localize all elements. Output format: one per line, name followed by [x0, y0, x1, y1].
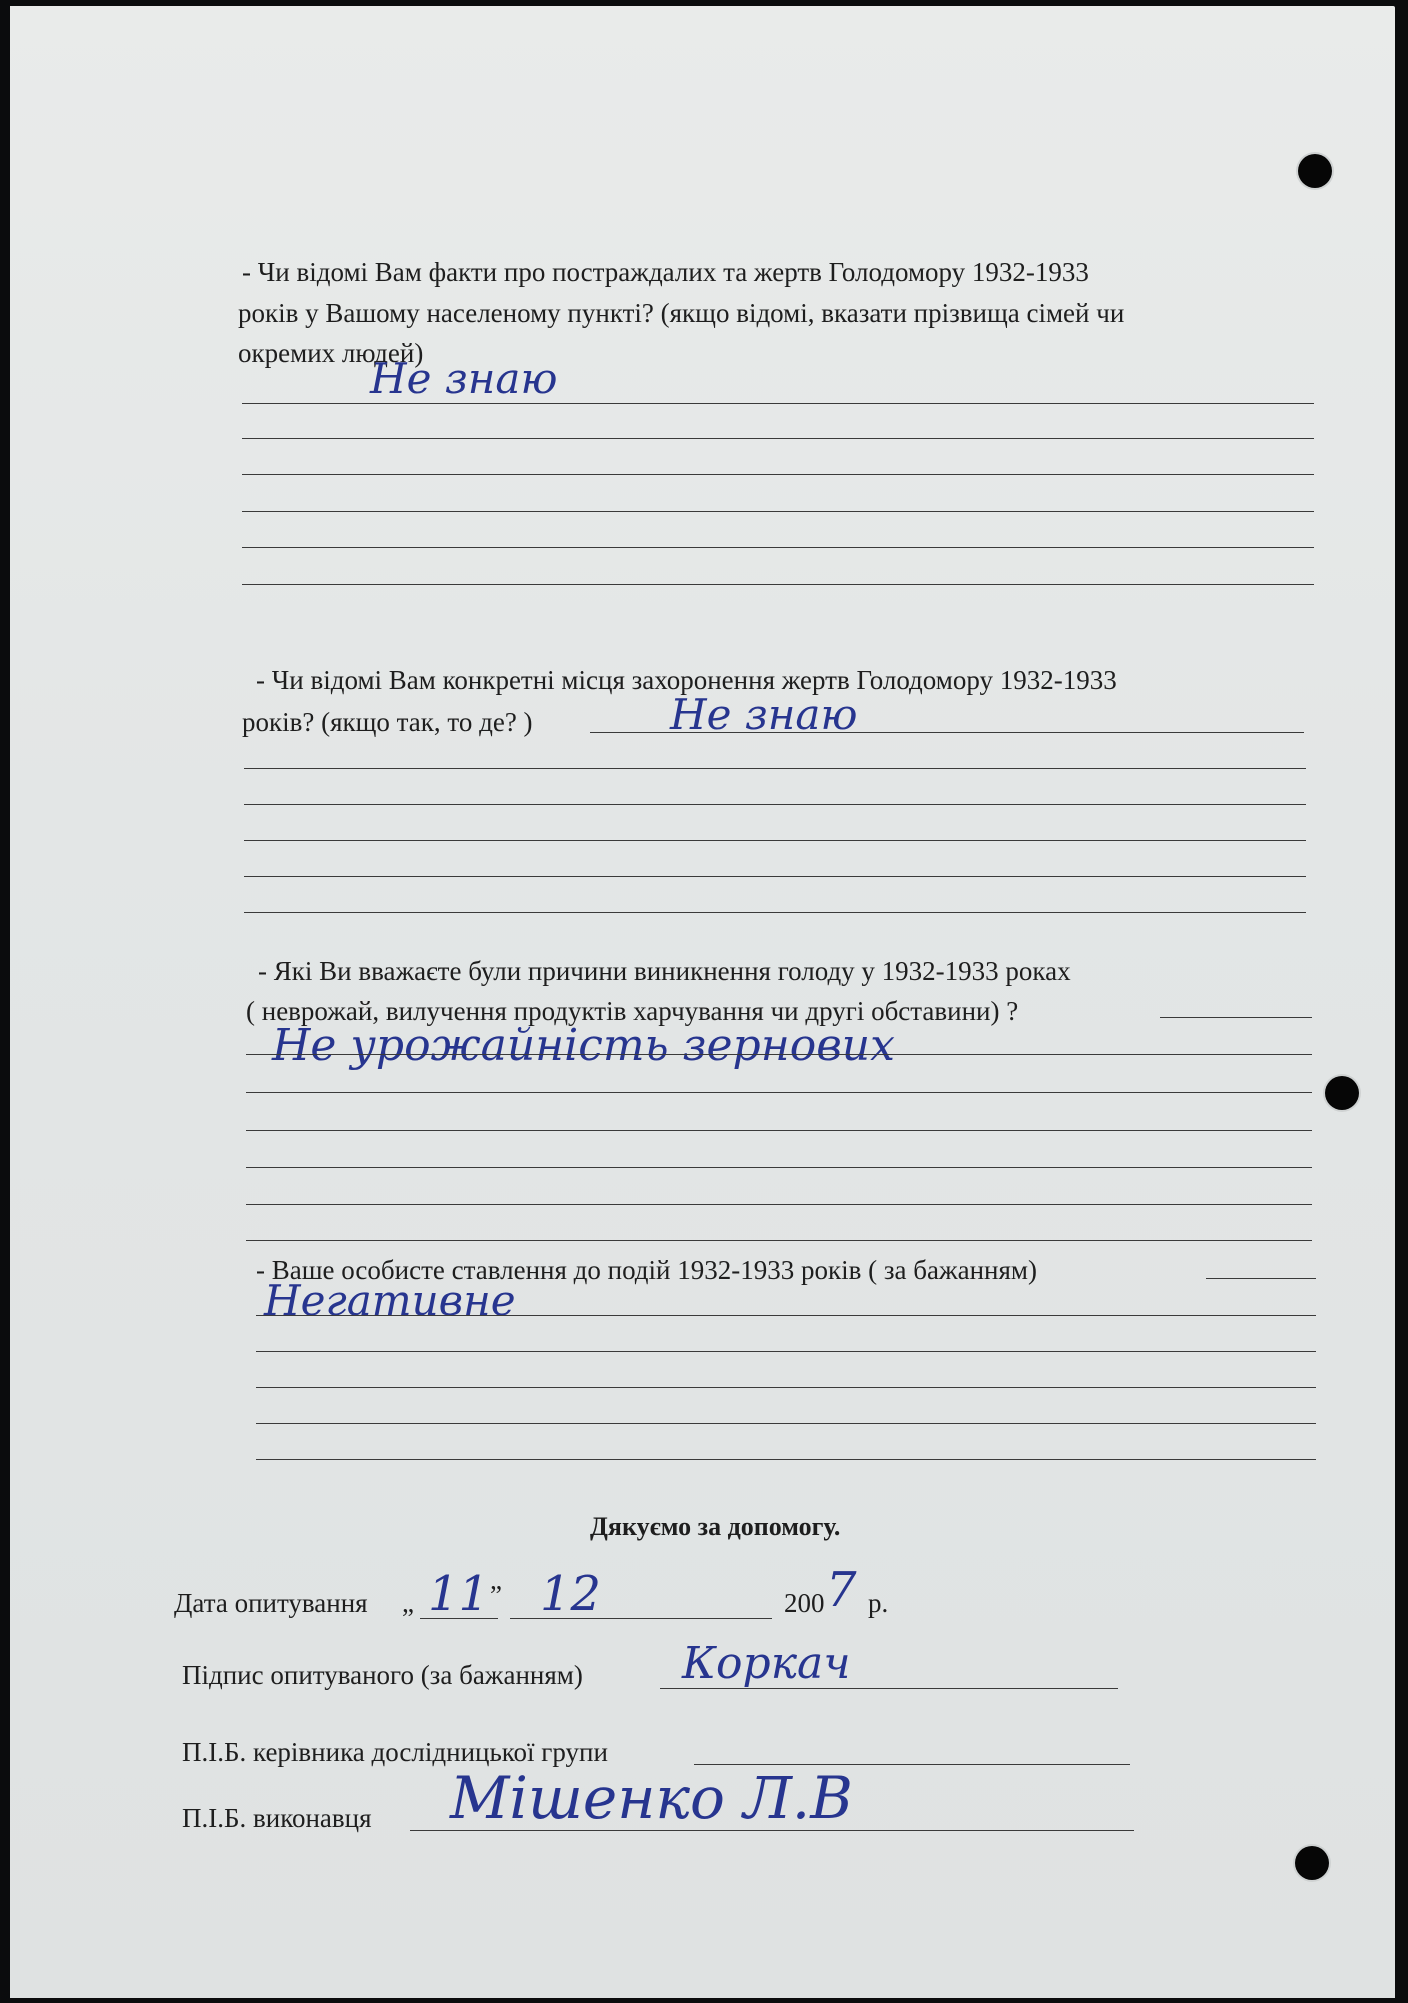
answer-line [246, 1204, 1312, 1205]
questionnaire-page [10, 6, 1395, 1998]
answer-line [246, 1240, 1312, 1241]
answer-line [242, 547, 1314, 548]
answer-line [242, 438, 1314, 439]
question-3-line-2: ( неврожай, вилучення продуктів харчування чи другі обставини) ? [246, 996, 1019, 1026]
date-suffix: р. [868, 1588, 889, 1618]
date-open-quote: „ [402, 1588, 414, 1618]
answer-line [242, 511, 1314, 512]
answer-line [242, 584, 1314, 585]
executor-line [410, 1830, 1134, 1831]
executor-label: П.І.Б. виконавця [182, 1803, 372, 1833]
answer-line [244, 912, 1306, 913]
date-label: Дата опитування [174, 1588, 368, 1618]
answer-line [1206, 1278, 1316, 1279]
thanks-text: Дякуємо за допомогу. [590, 1512, 841, 1541]
answer-line [246, 1167, 1312, 1168]
answer-line [256, 1351, 1316, 1352]
question-3-answer: Не урожайність зернових [272, 1020, 895, 1071]
answer-line [246, 1092, 1312, 1093]
date-month: 12 [540, 1566, 602, 1622]
answer-line [1160, 1017, 1312, 1018]
answer-line [256, 1459, 1316, 1460]
answer-line [244, 804, 1306, 805]
answer-line [256, 1423, 1316, 1424]
question-3-line-1: - Які Ви вважаєте були причини виникнення голоду у 1932-1933 роках [258, 956, 1071, 986]
answer-line [590, 732, 1304, 733]
question-4-line-1: - Ваше особисте ставлення до подій 1932-1933 років ( за бажанням) [256, 1255, 1037, 1285]
punch-hole [1325, 1076, 1359, 1110]
punch-hole [1298, 154, 1332, 188]
date-day-line [420, 1618, 498, 1619]
answer-line [246, 1130, 1312, 1131]
date-year-digit: 7 [826, 1562, 857, 1618]
group-leader-label: П.І.Б. керівника дослідницької групи [182, 1737, 608, 1767]
date-month-line [510, 1618, 772, 1619]
date-close-quote: ” [490, 1580, 502, 1610]
question-1-line-3: окремих людей) [238, 338, 424, 368]
answer-line [256, 1387, 1316, 1388]
answer-line [242, 474, 1314, 475]
question-4-answer: Негативне [264, 1276, 516, 1325]
question-1-line-2: років у Вашому населеному пункті? (якщо відомі, вказати прізвища сімей чи [238, 298, 1125, 328]
date-year-prefix: 200 [784, 1588, 825, 1618]
answer-line [244, 840, 1306, 841]
answer-line [246, 1054, 1312, 1055]
question-2-answer: Не знаю [670, 690, 858, 739]
question-2-line-1: - Чи відомі Вам конкретні місця захоронення жертв Голодомору 1932-1933 [256, 665, 1117, 695]
date-day: 11 [428, 1566, 490, 1622]
punch-hole [1295, 1846, 1329, 1880]
question-2-line-2: років? (якщо так, то де? ) [242, 707, 533, 737]
answer-line [244, 768, 1306, 769]
signature-value: Коркач [682, 1638, 851, 1689]
question-1-line-1: - Чи відомі Вам факти про постраждалих та жертв Голодомору 1932-1933 [242, 257, 1089, 287]
answer-line [242, 403, 1314, 404]
answer-line [256, 1315, 1316, 1316]
executor-value: Мішенко Л.В [450, 1764, 853, 1832]
question-1-answer: Не знаю [370, 354, 558, 403]
answer-line [244, 876, 1306, 877]
signature-line [660, 1688, 1118, 1689]
signature-label: Підпис опитуваного (за бажанням) [182, 1660, 583, 1690]
